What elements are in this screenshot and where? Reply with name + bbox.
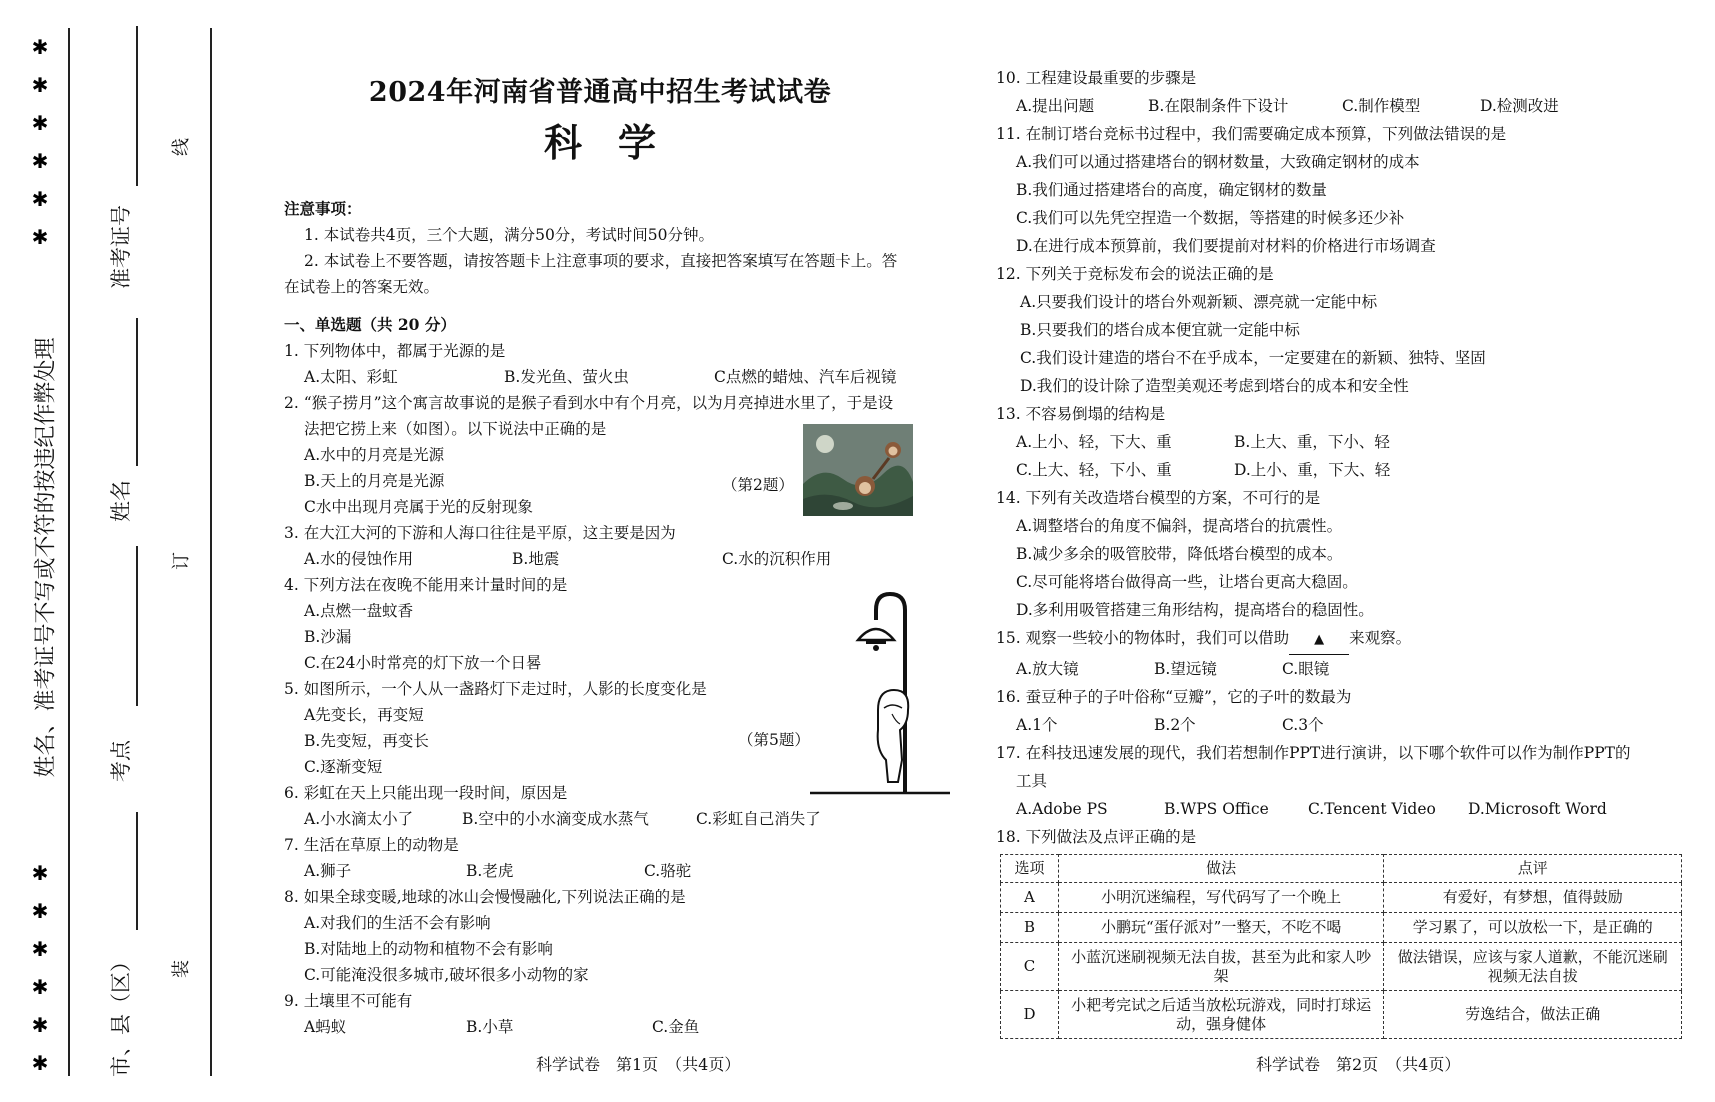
question-2-stem: 2. “猴子捞月”这个寓言故事说的是猴子看到水中有个月亮，以为月亮掉进水里了，于是设	[284, 394, 894, 412]
table-header-cell: 做法	[1058, 855, 1384, 883]
table-cell: 有爱好，有梦想，值得鼓励	[1384, 883, 1682, 913]
lamp-head-icon	[858, 629, 894, 640]
question-4-stem: 4. 下列方法在夜晚不能用来计量时间的是	[284, 576, 568, 594]
question-11-option-c: C.我们可以先凭空捏造一个数据，等搭建的时候多还少补	[1016, 209, 1405, 227]
option-c: C.骆驼	[644, 862, 692, 880]
star-column-bottom: ✱ ✱ ✱ ✱ ✱ ✱	[31, 861, 49, 1075]
question-3-options	[284, 546, 944, 572]
seal-line-char: 线	[171, 138, 192, 156]
question-14-option-c: C.尽可能将塔台做得高一些，让塔台更高大稳固。	[1016, 573, 1358, 591]
seal-fix-char: 装	[171, 960, 192, 978]
field-name-label: 姓名	[109, 480, 133, 522]
question-6-stem: 6. 彩虹在天上只能出现一段时间，原因是	[284, 784, 568, 802]
notice-item-2-cont: 在试卷上的答案无效。	[284, 278, 440, 296]
question-12-option-a: A.只要我们设计的塔台外观新颖、漂亮就一定能中标	[1020, 293, 1378, 311]
question-17-stem: 17. 在科技迅速发展的现代，我们若想制作PPT进行演讲，以下哪个软件可以作为制作PPT的	[996, 744, 1631, 762]
option-a: A.Adobe PS	[1016, 800, 1108, 818]
footer-page-2: 科学试卷 第2页 （共4页）	[1256, 1055, 1461, 1074]
option-a: A.1个	[1016, 716, 1058, 734]
field-county-label: 市、县（区）	[109, 951, 133, 1077]
question-17-stem-cont: 工具	[1016, 772, 1048, 790]
table-cell: 小耙考完试之后适当放松玩游戏，同时打球运动，强身健体	[1058, 991, 1384, 1039]
table-row	[1001, 943, 1682, 991]
question-8-option-a: A.对我们的生活不会有影响	[304, 914, 491, 932]
question-2-option-b: B.天上的月亮是光源	[304, 472, 445, 490]
table-row	[1001, 883, 1682, 913]
question-16-options	[996, 711, 1686, 739]
question-7-stem: 7. 生活在草原上的动物是	[284, 836, 459, 854]
table-cell: A	[1001, 883, 1059, 913]
question-13-stem: 13. 不容易倒塌的结构是	[996, 405, 1166, 423]
question-16-stem: 16. 蚕豆种子的子叶俗称“豆瓣”，它的子叶的数最为	[996, 688, 1352, 706]
section-1-heading: 一、单选题（共 20 分）	[284, 315, 456, 334]
option-b: B.WPS Office	[1164, 800, 1269, 818]
answer-blank: ▲	[1289, 626, 1349, 655]
question-13-options-cd	[996, 456, 1686, 484]
table-cell: 小鹏玩“蛋仔派对”一整天，不吃不喝	[1058, 913, 1384, 943]
question-9-options	[284, 1014, 944, 1040]
option-b: B.在限制条件下设计	[1148, 97, 1289, 115]
question-12-stem: 12. 下列关于竞标发布会的说法正确的是	[996, 265, 1274, 283]
option-a: A.上小、轻，下大、重	[1016, 433, 1172, 451]
question-18-stem: 18. 下列做法及点评正确的是	[996, 828, 1197, 846]
question-10-stem: 10. 工程建设最重要的步骤是	[996, 69, 1197, 87]
notice-item-1: 1. 本试卷共4页，三个大题，满分50分，考试时间50分钟。	[304, 226, 715, 244]
question-14-option-a: A.调整塔台的角度不偏斜，提高塔台的抗震性。	[1016, 517, 1343, 535]
option-d: D.上小、重，下大、轻	[1234, 461, 1391, 479]
footer-page-1: 科学试卷 第1页 （共4页）	[536, 1055, 741, 1074]
option-a: A.水的侵蚀作用	[304, 550, 414, 568]
question-12-option-c: C.我们设计建造的塔台不在乎成本，一定要建在的新颖、独特、坚固	[1020, 349, 1486, 367]
option-a: A.狮子	[304, 862, 352, 880]
question-7-options	[284, 858, 944, 884]
question-15-stem-post: 来观察。	[1349, 629, 1412, 647]
field-site-label: 考点	[109, 740, 133, 782]
question-12-option-d: D.我们的设计除了造型美观还考虑到塔台的成本和安全性	[1020, 377, 1409, 395]
option-c: C.Tencent Video	[1308, 800, 1436, 818]
option-c: C.3个	[1282, 716, 1324, 734]
question-14-stem: 14. 下列有关改造塔台模型的方案，不可行的是	[996, 489, 1321, 507]
question-13-options-ab	[996, 428, 1686, 456]
option-c: C点燃的蜡烛、汽车后视镜	[714, 368, 897, 386]
option-b: B.望远镜	[1154, 660, 1217, 678]
question-18-table	[1000, 854, 1682, 1039]
question-8-option-c: C.可能淹没很多城市,破坏很多小动物的家	[304, 966, 589, 984]
table-header-cell: 选项	[1001, 855, 1059, 883]
question-5-option-a: A先变长，再变短	[304, 706, 424, 724]
option-b: B.小草	[466, 1018, 514, 1036]
question-2-stem-cont: 法把它捞上来（如图）。以下说法中正确的是	[304, 420, 607, 438]
table-cell: C	[1001, 943, 1059, 991]
question-17-options	[996, 795, 1686, 823]
option-d: D.Microsoft Word	[1468, 800, 1607, 818]
option-a: A.太阳、彩虹	[304, 368, 398, 386]
option-b: B.老虎	[466, 862, 514, 880]
star-column-top: ✱ ✱ ✱ ✱ ✱ ✱	[31, 35, 49, 249]
question-14-option-b: B.减少多余的吸管胶带，降低塔台模型的成本。	[1016, 545, 1343, 563]
option-a: A.放大镜	[1016, 660, 1079, 678]
question-6-options	[284, 806, 944, 832]
field-exam-id-line[interactable]	[136, 26, 138, 186]
field-site-line[interactable]	[136, 546, 138, 706]
question-8-stem: 8. 如果全球变暖,地球的冰山会慢慢融化,下列说法正确的是	[284, 888, 686, 906]
question-12-option-b: B.只要我们的塔台成本便宜就一定能中标	[1020, 321, 1300, 339]
question-2-option-a: A.水中的月亮是光源	[304, 446, 445, 464]
option-a: A.提出问题	[1016, 97, 1095, 115]
option-b: B.2个	[1154, 716, 1196, 734]
option-b: B.空中的小水滴变成水蒸气	[462, 810, 649, 828]
option-d: D.检测改进	[1480, 97, 1559, 115]
option-a: A蚂蚁	[304, 1018, 347, 1036]
question-1-stem: 1. 下列物体中，都属于光源的是	[284, 342, 506, 360]
option-c: C.水的沉积作用	[722, 550, 832, 568]
table-cell: D	[1001, 991, 1059, 1039]
option-a: A.小水滴太小了	[304, 810, 414, 828]
option-c: C.制作模型	[1342, 97, 1421, 115]
notice-heading: 注意事项：	[284, 199, 362, 218]
question-5-option-b: B.先变短，再变长	[304, 732, 429, 750]
table-header-cell: 点评	[1384, 855, 1682, 883]
option-b: B.发光鱼、萤火虫	[504, 368, 629, 386]
figure-streetlamp	[810, 590, 950, 800]
question-3-stem: 3. 在大江大河的下游和人海口往往是平原，这主要是因为	[284, 524, 676, 542]
table-cell: 小蓝沉迷刷视频无法自拔，甚至为此和家人吵架	[1058, 943, 1384, 991]
question-15-stem-pre: 15. 观察一些较小的物体时，我们可以借助	[996, 629, 1290, 647]
question-15-stem	[996, 624, 1686, 655]
seal-bind-char: 订	[171, 552, 192, 570]
table-header-row	[1001, 855, 1682, 883]
question-10-options	[996, 92, 1686, 120]
option-c: C.眼镜	[1282, 660, 1330, 678]
field-county-line[interactable]	[136, 812, 138, 930]
option-c: C.上大、轻，下小、重	[1016, 461, 1172, 479]
field-exam-id-label: 准考证号	[109, 205, 133, 289]
question-14-option-d: D.多利用吸管搭建三角形结构，提高塔台的稳固性。	[1016, 601, 1374, 619]
table-cell: 做法错误，应该与家人道歉，不能沉迷刷视频无法自拔	[1384, 943, 1682, 991]
option-c: C.金鱼	[652, 1018, 700, 1036]
table-row	[1001, 913, 1682, 943]
option-b: B.地震	[512, 550, 560, 568]
moon-icon	[816, 435, 834, 453]
question-4-option-c: C.在24小时常亮的灯下放一个日晷	[304, 654, 542, 672]
table-cell: 学习累了，可以放松一下，是正确的	[1384, 913, 1682, 943]
question-5-option-c: C.逐渐变短	[304, 758, 383, 776]
question-1-options	[284, 364, 944, 390]
question-11-option-a: A.我们可以通过搭建塔台的钢材数量，大致确定钢材的成本	[1016, 153, 1420, 171]
notice-item-2: 2. 本试卷上不要答题，请按答题卡上注意事项的要求，直接把答案填写在答题卡上。答	[304, 252, 898, 270]
table-row	[1001, 991, 1682, 1039]
table-cell: 劳逸结合，做法正确	[1384, 991, 1682, 1039]
field-name-line[interactable]	[136, 318, 138, 466]
subject-title: 科学	[543, 120, 692, 165]
option-c: C.彩虹自己消失了	[696, 810, 821, 828]
question-9-stem: 9. 土壤里不可能有	[284, 992, 413, 1010]
binding-border-right	[210, 28, 212, 1076]
option-b: B.上大、重，下小、轻	[1234, 433, 1390, 451]
question-11-stem: 11. 在制订塔台竞标书过程中，我们需要确定成本预算，下列做法错误的是	[996, 125, 1507, 143]
right-column	[996, 64, 1686, 851]
figure-5-caption: （第5题）	[738, 731, 810, 749]
binding-border-left	[68, 28, 70, 1076]
question-4-option-b: B.沙漏	[304, 628, 352, 646]
table-cell: 小明沉迷编程，写代码写了一个晚上	[1058, 883, 1384, 913]
figure-monkey-moon	[803, 424, 913, 516]
exam-title: 2024年河南省普通高中招生考试试卷	[368, 77, 832, 108]
question-11-option-d: D.在进行成本预算前，我们要提前对材料的价格进行市场调查	[1016, 237, 1436, 255]
monkey-moon-illustration	[803, 424, 913, 516]
question-2-option-c: C水中出现月亮属于光的反射现象	[304, 498, 533, 516]
question-15-options	[996, 655, 1686, 683]
question-4-option-a: A.点燃一盘蚊香	[304, 602, 414, 620]
binding-warning-note: 姓名、准考证号不写或不符的按违纪作弊处理	[33, 337, 59, 778]
figure-2-caption: （第2题）	[722, 476, 794, 494]
question-11-option-b: B.我们通过搭建塔台的高度，确定钢材的数量	[1016, 181, 1327, 199]
table-cell: B	[1001, 913, 1059, 943]
question-8-option-b: B.对陆地上的动物和植物不会有影响	[304, 940, 553, 958]
question-5-stem: 5. 如图所示，一个人从一盏路灯下走过时，人影的长度变化是	[284, 680, 707, 698]
